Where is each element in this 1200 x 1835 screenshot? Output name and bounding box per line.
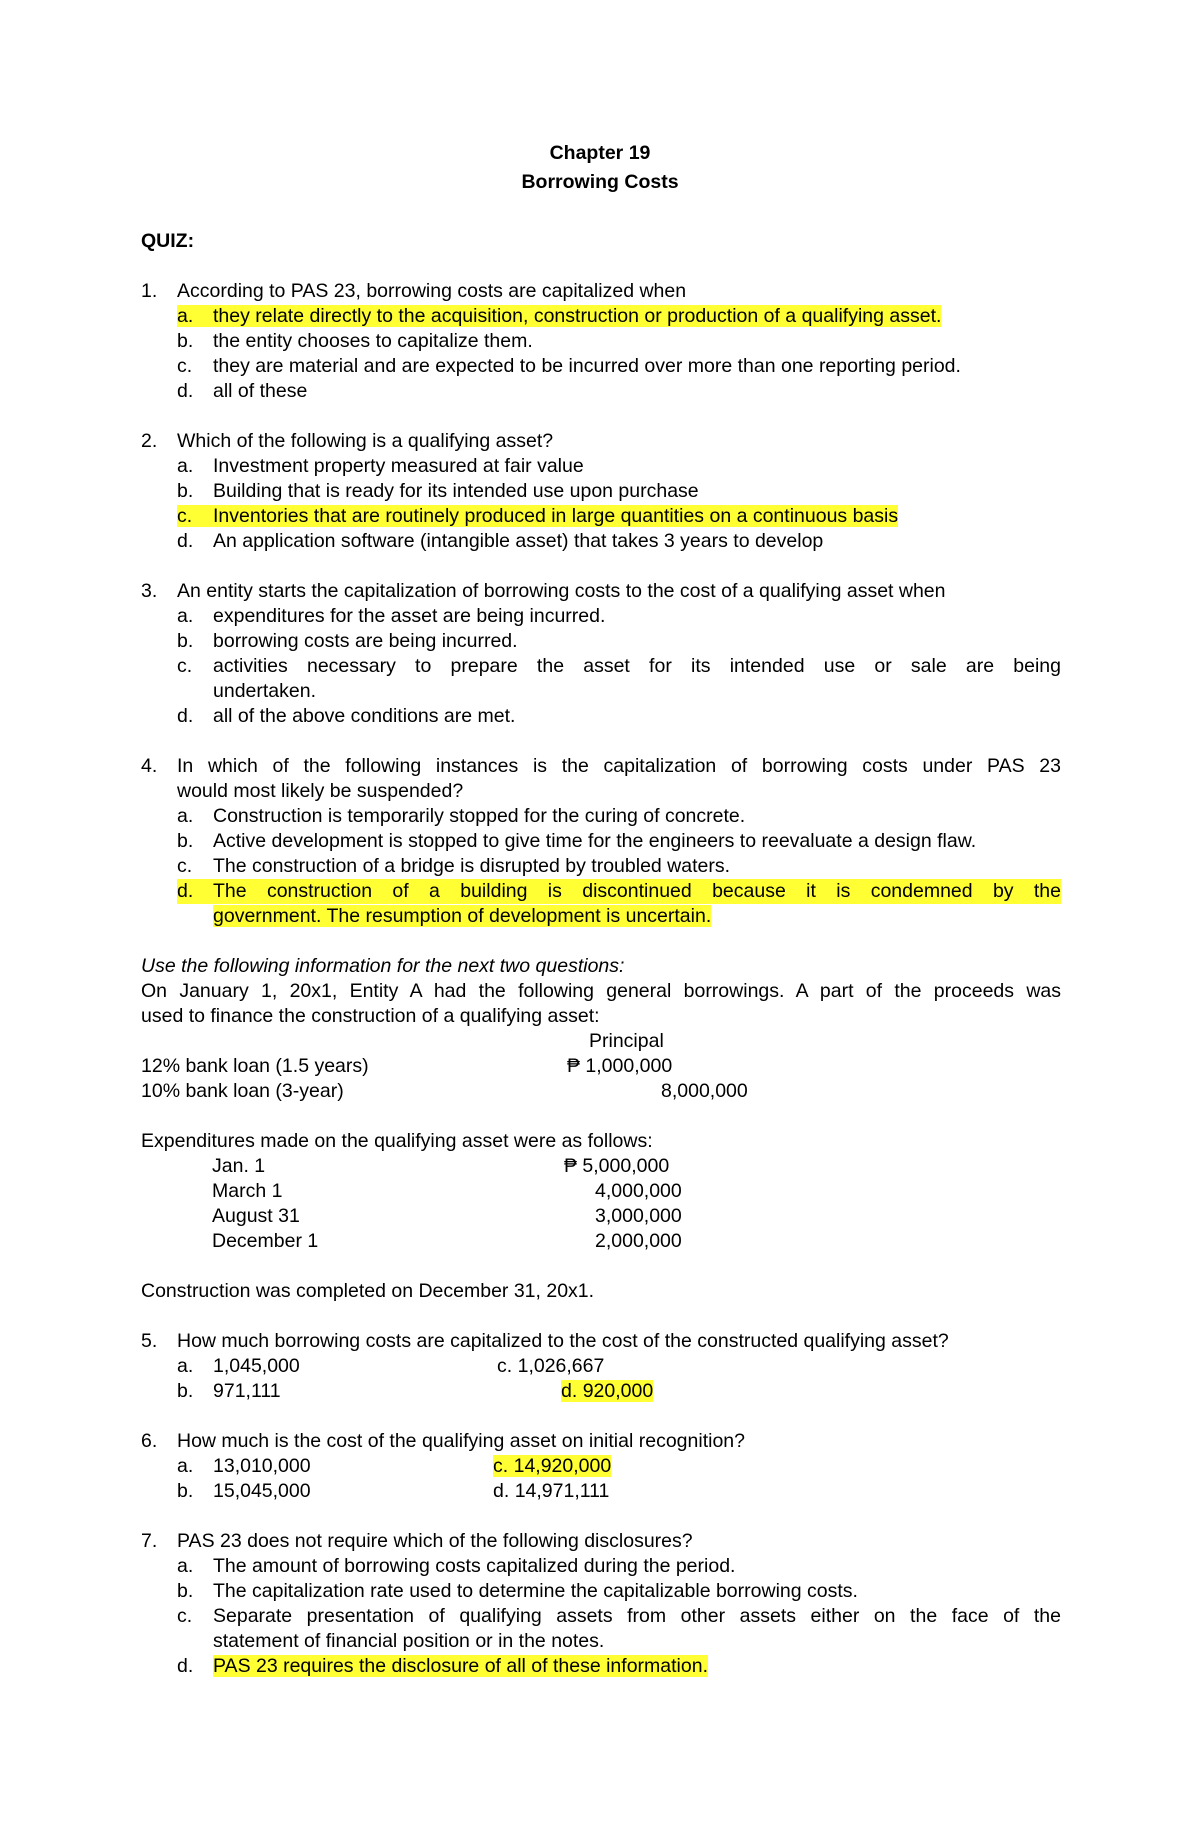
expenditure-amount: 4,000,000: [595, 1180, 682, 1202]
choice-2c: [177, 504, 898, 529]
choice-letter: c.: [493, 1455, 509, 1477]
choice-4d-text-cont: government. The resumption of development is uncertain.: [213, 905, 712, 927]
expenditure-date: December 1: [212, 1230, 319, 1252]
chapter-title: Chapter 19: [549, 142, 651, 164]
question-text: Which of the following is a qualifying asset?: [177, 430, 554, 452]
choice-text: the entity chooses to capitalize them.: [213, 330, 533, 352]
choice-1c: [177, 354, 961, 379]
choice-text: all of the above conditions are met.: [213, 705, 516, 727]
question-6: [141, 1429, 745, 1454]
expenditure-date: Jan. 1: [212, 1155, 266, 1177]
question-text: An entity starts the capitalization of borrowing costs to the cost of a qualifying asset when: [177, 580, 946, 602]
choice-text: PAS 23 requires the disclosure of all of these information.: [213, 1655, 708, 1677]
question-4-text-cont: would most likely be suspended?: [177, 780, 464, 802]
choice-text: 1,045,000: [213, 1355, 300, 1377]
choice-letter: a.: [177, 1355, 194, 1377]
choice-text: 13,010,000: [213, 1455, 311, 1477]
choice-letter: d.: [493, 1480, 510, 1502]
choice-text: 14,920,000: [513, 1455, 612, 1477]
choice-text: all of these: [213, 380, 308, 402]
choice-letter: d.: [177, 705, 194, 727]
choice-text: The amount of borrowing costs capitalized during the period.: [213, 1555, 736, 1577]
choice-5d: [561, 1379, 653, 1404]
expenditure-date: August 31: [212, 1205, 300, 1227]
choice-6b: [177, 1479, 311, 1504]
choice-7b: [177, 1579, 858, 1604]
choice-6c: [493, 1454, 611, 1479]
question-number: 1.: [141, 280, 158, 302]
expenditure-amount: 2,000,000: [595, 1230, 682, 1252]
choice-text: Construction is temporarily stopped for the curing of concrete.: [213, 805, 746, 827]
choice-3c-text: activities necessary to prepare the asset for its intended use or sale are being: [213, 655, 1061, 677]
choice-letter: b.: [177, 480, 194, 502]
principal-header: Principal: [589, 1030, 664, 1052]
choice-text: Building that is ready for its intended use upon purchase: [213, 480, 699, 502]
choice-letter: b.: [177, 1380, 194, 1402]
choice-text: 971,111: [213, 1380, 281, 1402]
info-para-2: used to finance the construction of a qualifying asset:: [141, 1005, 600, 1027]
choice-4d-text: The construction of a building is discontinued because it is condemned by the: [213, 880, 1061, 902]
choice-1b: [177, 329, 533, 354]
choice-3c-letter-line: [177, 654, 213, 679]
choice-text: Inventories that are routinely produced in large quantities on a continuous basis: [213, 505, 899, 527]
choice-2d: [177, 529, 823, 554]
question-number: 7.: [141, 1530, 158, 1552]
choice-3d: [177, 704, 515, 729]
choice-text: Investment property measured at fair value: [213, 455, 584, 477]
question-7: [141, 1529, 693, 1554]
loan-1-name: 12% bank loan (1.5 years): [141, 1055, 369, 1077]
choice-letter: c.: [177, 655, 193, 677]
question-text: According to PAS 23, borrowing costs are capitalized when: [177, 280, 687, 302]
info-intro: Use the following information for the next two questions:: [141, 955, 625, 977]
question-2: [141, 429, 553, 454]
choice-letter: a.: [177, 305, 194, 327]
choice-letter: a.: [177, 805, 194, 827]
info-para-1: On January 1, 20x1, Entity A had the following general borrowings. A part of the proceeds was: [141, 980, 1061, 1002]
choice-letter: a.: [177, 455, 194, 477]
choice-text: expenditures for the asset are being incurred.: [213, 605, 606, 627]
choice-text: An application software (intangible asset) that takes 3 years to develop: [213, 530, 824, 552]
choice-letter: c.: [177, 505, 193, 527]
question-number: 2.: [141, 430, 158, 452]
choice-7c-text: Separate presentation of qualifying assets from other assets either on the face of the: [213, 1605, 1061, 1627]
choice-7d: [177, 1654, 708, 1679]
choice-letter: b.: [177, 1480, 194, 1502]
choice-letter: c.: [177, 855, 193, 877]
choice-text: 920,000: [582, 1380, 654, 1402]
choice-letter: b.: [177, 630, 194, 652]
choice-text: 15,045,000: [213, 1480, 311, 1502]
choice-6d: [493, 1479, 609, 1504]
choice-letter: c.: [177, 355, 193, 377]
choice-letter: d.: [177, 1655, 194, 1677]
choice-letter: d.: [177, 380, 194, 402]
choice-text: they are material and are expected to be incurred over more than one reporting period.: [213, 355, 961, 377]
choice-7c-text-cont: statement of financial position or in the notes.: [213, 1630, 605, 1652]
question-1: [141, 279, 686, 304]
loan-2-name: 10% bank loan (3-year): [141, 1080, 344, 1102]
choice-letter: c.: [497, 1355, 513, 1377]
choice-3b: [177, 629, 518, 654]
loan-1-amount: ₱ 1,000,000: [567, 1055, 673, 1077]
choice-3c-text-cont: undertaken.: [213, 680, 316, 702]
choice-letter: a.: [177, 1455, 194, 1477]
choice-4d-letter: [177, 879, 213, 904]
choice-4b: [177, 829, 976, 854]
expenditures-intro: Expenditures made on the qualifying asset were as follows:: [141, 1130, 653, 1152]
quiz-label: QUIZ:: [141, 230, 195, 252]
choice-5a: [177, 1354, 300, 1379]
question-number: 5.: [141, 1330, 158, 1352]
question-number: 4.: [141, 755, 158, 777]
choice-2b: [177, 479, 699, 504]
choice-3a: [177, 604, 605, 629]
choice-text: they relate directly to the acquisition, construction or production of a qualifying asset.: [213, 305, 942, 327]
expenditure-amount: ₱ 5,000,000: [564, 1155, 670, 1177]
choice-4a: [177, 804, 745, 829]
question-number: 6.: [141, 1430, 158, 1452]
question-text: PAS 23 does not require which of the following disclosures?: [177, 1530, 693, 1552]
choice-letter: d.: [177, 530, 194, 552]
choice-2a: [177, 454, 584, 479]
choice-letter: a.: [177, 605, 194, 627]
expenditure-amount: 3,000,000: [595, 1205, 682, 1227]
choice-7a: [177, 1554, 735, 1579]
choice-letter: d.: [561, 1380, 578, 1402]
choice-6a: [177, 1454, 311, 1479]
choice-letter: b.: [177, 1580, 194, 1602]
choice-text: Active development is stopped to give time for the engineers to reevaluate a design flaw.: [213, 830, 977, 852]
choice-letter: b.: [177, 830, 194, 852]
choice-text: 14,971,111: [514, 1480, 610, 1502]
choice-5b: [177, 1379, 281, 1404]
question-4-text: In which of the following instances is the capitalization of borrowing costs under PAS 23: [177, 755, 1061, 777]
choice-text: The capitalization rate used to determine the capitalizable borrowing costs.: [213, 1580, 858, 1602]
choice-1a: [177, 304, 941, 329]
choice-letter: a.: [177, 1555, 194, 1577]
chapter-subtitle: Borrowing Costs: [521, 171, 679, 193]
choice-text: The construction of a bridge is disrupted by troubled waters.: [213, 855, 731, 877]
choice-7c-letter-line: [177, 1604, 213, 1629]
choice-letter: c.: [177, 1605, 193, 1627]
question-5: [141, 1329, 949, 1354]
choice-1d: [177, 379, 307, 404]
choice-text: 1,026,667: [517, 1355, 605, 1377]
question-number: 3.: [141, 580, 158, 602]
question-text: How much borrowing costs are capitalized to the cost of the constructed qualifying asset?: [177, 1330, 949, 1352]
choice-letter: b.: [177, 330, 194, 352]
choice-5c: [497, 1354, 604, 1379]
expenditure-date: March 1: [212, 1180, 283, 1202]
choice-letter: d.: [177, 880, 194, 902]
completion-note: Construction was completed on December 31, 20x1.: [141, 1280, 595, 1302]
question-4-number: [141, 754, 177, 779]
question-3: [141, 579, 946, 604]
question-text: How much is the cost of the qualifying asset on initial recognition?: [177, 1430, 745, 1452]
loan-2-amount: 8,000,000: [661, 1080, 748, 1102]
choice-4c: [177, 854, 730, 879]
choice-text: borrowing costs are being incurred.: [213, 630, 518, 652]
